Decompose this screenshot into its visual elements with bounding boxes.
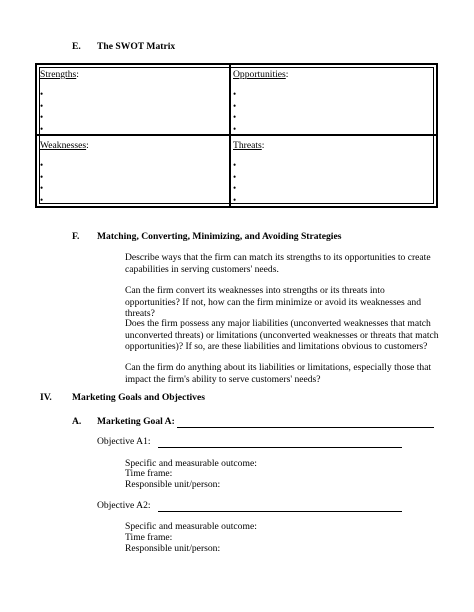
objective-a1-timeframe-label: Time frame: xyxy=(125,468,173,479)
objective-a2-field[interactable] xyxy=(158,501,402,512)
section-f-paragraph: Can the firm convert its weaknesses into strengths or its threats into opportunities? If not, how can the firm minimize or avoid its weaknesses and threats? xyxy=(125,285,422,319)
section-f-letter: F. xyxy=(72,231,80,242)
section-f-paragraph: Describe ways that the firm can match its strengths to its opportunities to create capabilities in serving customers' needs. xyxy=(125,252,431,275)
list-item: • xyxy=(40,171,44,182)
swot-horizontal-divider xyxy=(35,134,438,136)
swot-strengths-cell[interactable]: Strengths: xyxy=(40,69,79,80)
list-item: • xyxy=(233,183,237,193)
list-item: • xyxy=(233,123,237,134)
list-item: • xyxy=(233,112,237,122)
list-item: • xyxy=(40,123,44,134)
objective-a1-responsible-label: Responsible unit/person: xyxy=(125,479,221,490)
marketing-goal-a-field[interactable] xyxy=(177,417,434,428)
list-item: • xyxy=(233,89,237,99)
objective-a1-label: Objective A1: xyxy=(97,436,151,447)
list-item: • xyxy=(40,183,44,193)
list-item: • xyxy=(40,89,44,99)
list-item: • xyxy=(40,194,44,205)
objective-a2-label: Objective A2: xyxy=(97,500,151,511)
marketing-goal-a-label: Marketing Goal A: xyxy=(97,416,175,427)
objective-a2-responsible-label: Responsible unit/person: xyxy=(125,543,221,554)
threats-label: Threats xyxy=(233,140,262,151)
section-e-title: The SWOT Matrix xyxy=(97,41,176,52)
list-item: • xyxy=(40,100,44,111)
list-item: • xyxy=(233,100,237,111)
strengths-label: Strengths xyxy=(40,69,77,80)
strengths-bullet-list xyxy=(40,89,43,135)
section-f-paragraph: Does the firm possess any major liabilities (unconverted weaknesses that match unconverted threats) or limitations (unconverted weaknesses or threats that match opportunities)? If so, are these liabilities and limitations obvious to customers? xyxy=(125,318,439,352)
goal-a-letter: A. xyxy=(72,416,82,427)
list-item: • xyxy=(233,194,237,205)
objective-a2-timeframe-label: Time frame: xyxy=(125,532,173,543)
weaknesses-label: Weaknesses xyxy=(40,140,87,151)
list-item: • xyxy=(233,160,237,170)
list-item: • xyxy=(40,112,44,122)
section-f-paragraph: Can the firm do anything about its liabilities or limitations, especially those that impact the firm's ability to serve customers' needs? xyxy=(125,362,432,385)
section-iv-title: Marketing Goals and Objectives xyxy=(72,392,205,403)
section-iv-numeral: IV. xyxy=(40,392,52,403)
objective-a1-outcome-label: Specific and measurable outcome: xyxy=(125,458,257,469)
swot-threats-cell[interactable]: Threats: xyxy=(233,140,265,151)
objective-a1-field[interactable] xyxy=(158,437,402,448)
opportunities-bullet-list xyxy=(233,89,236,135)
swot-opportunities-cell[interactable]: Opportunities: xyxy=(233,69,289,80)
list-item: • xyxy=(233,171,237,182)
list-item: • xyxy=(40,160,44,170)
objective-a2-outcome-label: Specific and measurable outcome: xyxy=(125,521,257,532)
swot-weaknesses-cell[interactable]: Weaknesses: xyxy=(40,140,89,151)
section-f-title: Matching, Converting, Minimizing, and Avoiding Strategies xyxy=(97,231,342,242)
section-e-letter: E. xyxy=(72,41,81,52)
threats-bullet-list xyxy=(233,160,236,206)
weaknesses-bullet-list xyxy=(40,160,43,206)
opportunities-label: Opportunities xyxy=(233,69,286,80)
